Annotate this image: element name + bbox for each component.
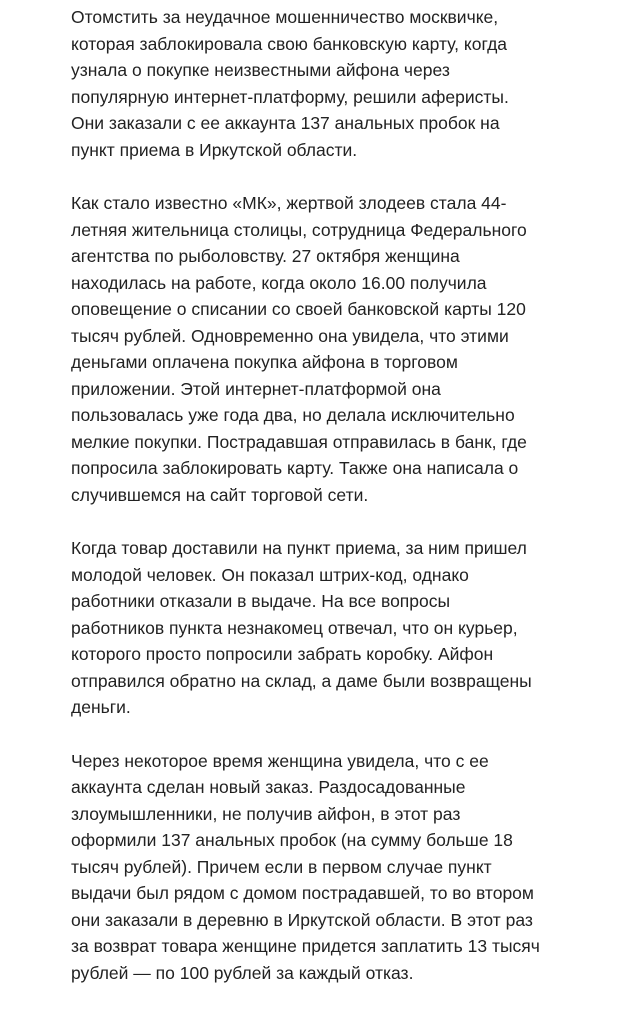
text-line: тысяч рублей. Одновременно она увидела, что этими bbox=[71, 325, 509, 346]
text-line: приложении. Этой интернет-платформой она bbox=[71, 378, 441, 399]
text-line: выдачи был рядом с домом пострадавшей, то во втором bbox=[71, 883, 534, 903]
text-line: аккаунта сделан новый заказ. Раздосадованные bbox=[71, 777, 466, 797]
text-line: Отомстить за неудачное мошенничество москвичке, bbox=[71, 7, 499, 27]
text-line: деньги. bbox=[71, 697, 131, 717]
paragraph-2 bbox=[71, 190, 583, 508]
text-line: работники отказали в выдаче. На все вопросы bbox=[71, 591, 451, 611]
text-line: отправился обратно на склад, а даме были возвращены bbox=[71, 670, 532, 691]
text-line: оповещение о списании со своей банковской карты 120 bbox=[71, 299, 526, 319]
text-line: они заказали в деревню в Иркутской области. В этот раз bbox=[71, 909, 533, 930]
paragraph-3 bbox=[71, 535, 583, 721]
text-line: Как стало известно «МК», жертвой злодеев стала 44- bbox=[71, 193, 507, 213]
text-line: пользовалась уже года два, но делала исключительно bbox=[71, 405, 515, 425]
text-line: тысяч рублей). Причем если в первом случае пункт bbox=[71, 856, 492, 877]
text-line: за возврат товара женщине придется заплатить 13 тысяч bbox=[71, 936, 540, 956]
text-line: злоумышленники, не получив айфон, в этот раз bbox=[71, 803, 461, 824]
text-line: молодой человек. Он показал штрих-код, однако bbox=[71, 564, 469, 585]
text-line: пункт приема в Иркутской области. bbox=[71, 139, 358, 160]
text-line: узнала о покупке неизвестными айфона через bbox=[71, 60, 450, 80]
paragraph-1 bbox=[71, 4, 583, 163]
text-line: случившемся на сайт торговой сети. bbox=[71, 484, 369, 505]
text-line: рублей — по 100 рублей за каждый отказ. bbox=[71, 962, 414, 983]
text-line: популярную интернет-платформу, решили аферисты. bbox=[71, 86, 509, 107]
text-line: мелкие покупки. Пострадавшая отправилась в банк, где bbox=[71, 431, 527, 452]
text-line: работников пункта незнакомец отвечал, что он курьер, bbox=[71, 617, 518, 638]
text-line: попросила заблокировать карту. Также она написала о bbox=[71, 458, 519, 478]
text-line: летняя жительница столицы, сотрудница Федерального bbox=[71, 219, 527, 240]
text-line: агентства по рыболовству. 27 октября женщина bbox=[71, 246, 460, 266]
text-line: деньгами оплачена покупка айфона в торговом bbox=[71, 352, 458, 372]
text-line: которого просто попросили забрать коробку. Айфон bbox=[71, 644, 494, 664]
text-line: Через некоторое время женщина увидела, что с ее bbox=[71, 750, 489, 771]
text-line: Они заказали с ее аккаунта 137 анальных пробок на bbox=[71, 113, 500, 133]
text-line: оформили 137 анальных пробок (на сумму больше 18 bbox=[71, 830, 513, 850]
paragraph-4 bbox=[71, 748, 583, 987]
text-line: которая заблокировала свою банковскую карту, когда bbox=[71, 33, 508, 54]
article-body bbox=[71, 4, 583, 1013]
text-line: Когда товар доставили на пункт приема, за ним пришел bbox=[71, 538, 527, 558]
text-line: находилась на работе, когда около 16.00 получила bbox=[71, 272, 487, 293]
